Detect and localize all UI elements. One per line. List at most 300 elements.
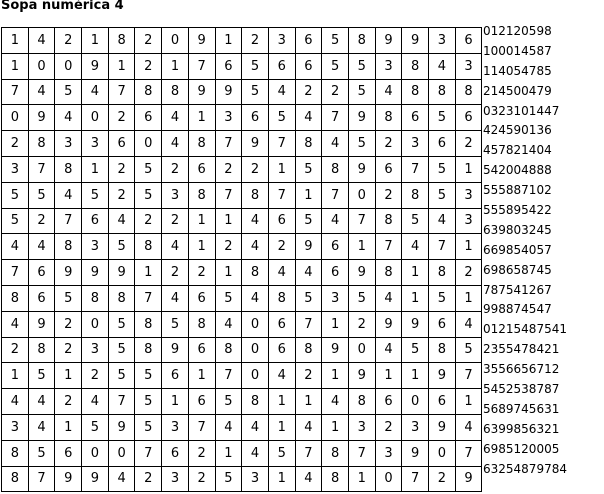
grid-cell[interactable]: 8 [2,285,29,311]
grid-cell[interactable]: 6 [162,363,189,389]
grid-cell[interactable]: 8 [108,28,135,54]
grid-cell[interactable]: 1 [455,234,482,260]
grid-cell[interactable]: 4 [82,389,109,415]
grid-cell[interactable]: 5 [135,389,162,415]
grid-cell[interactable]: 5 [295,285,322,311]
grid-cell[interactable]: 6 [375,156,402,182]
grid-cell[interactable]: 1 [215,28,242,54]
grid-cell[interactable]: 6 [429,311,456,337]
grid-cell[interactable]: 4 [215,311,242,337]
grid-cell[interactable]: 4 [2,389,29,415]
grid-cell[interactable]: 7 [135,285,162,311]
grid-cell[interactable]: 2 [135,28,162,54]
grid-cell[interactable]: 6 [375,389,402,415]
grid-cell[interactable]: 1 [455,389,482,415]
grid-cell[interactable]: 5 [455,337,482,363]
grid-cell[interactable]: 1 [215,260,242,286]
grid-cell[interactable]: 7 [215,131,242,157]
grid-cell[interactable]: 5 [2,208,29,234]
grid-cell[interactable]: 3 [429,28,456,54]
grid-cell[interactable]: 6 [188,389,215,415]
grid-cell[interactable]: 1 [108,53,135,79]
grid-cell[interactable]: 9 [108,260,135,286]
grid-cell[interactable]: 9 [188,28,215,54]
grid-cell[interactable]: 4 [268,363,295,389]
grid-cell[interactable]: 9 [295,234,322,260]
grid-cell[interactable]: 9 [348,260,375,286]
grid-cell[interactable]: 1 [188,105,215,131]
grid-cell[interactable]: 5 [108,363,135,389]
grid-cell[interactable]: 8 [402,79,429,105]
grid-cell[interactable]: 2 [188,260,215,286]
grid-cell[interactable]: 8 [375,260,402,286]
grid-cell[interactable]: 3 [322,285,349,311]
grid-cell[interactable]: 4 [28,79,55,105]
grid-cell[interactable]: 8 [348,28,375,54]
grid-cell[interactable]: 3 [375,440,402,466]
grid-cell[interactable]: 3 [402,131,429,157]
grid-cell[interactable]: 8 [55,156,82,182]
grid-cell[interactable]: 8 [2,440,29,466]
grid-cell[interactable]: 4 [162,285,189,311]
grid-cell[interactable]: 7 [2,79,29,105]
grid-cell[interactable]: 6 [268,337,295,363]
grid-cell[interactable]: 7 [295,311,322,337]
grid-cell[interactable]: 8 [28,337,55,363]
grid-cell[interactable]: 4 [108,208,135,234]
grid-cell[interactable]: 8 [375,208,402,234]
grid-cell[interactable]: 9 [82,260,109,286]
grid-cell[interactable]: 1 [402,363,429,389]
grid-cell[interactable]: 9 [28,105,55,131]
grid-cell[interactable]: 9 [375,311,402,337]
grid-cell[interactable]: 4 [108,466,135,492]
grid-cell[interactable]: 5 [215,466,242,492]
grid-cell[interactable]: 8 [162,79,189,105]
grid-cell[interactable]: 1 [402,260,429,286]
grid-cell[interactable]: 5 [82,414,109,440]
grid-cell[interactable]: 6 [429,389,456,415]
grid-cell[interactable]: 4 [28,234,55,260]
grid-cell[interactable]: 3 [348,414,375,440]
grid-cell[interactable]: 4 [375,337,402,363]
grid-cell[interactable]: 2 [162,208,189,234]
grid-cell[interactable]: 5 [242,79,269,105]
grid-cell[interactable]: 3 [2,414,29,440]
grid-cell[interactable]: 6 [455,105,482,131]
grid-cell[interactable]: 2 [429,466,456,492]
grid-cell[interactable]: 1 [188,363,215,389]
grid-cell[interactable]: 5 [242,53,269,79]
grid-cell[interactable]: 2 [55,337,82,363]
grid-cell[interactable]: 5 [108,337,135,363]
grid-cell[interactable]: 5 [108,311,135,337]
grid-cell[interactable]: 0 [82,311,109,337]
grid-cell[interactable]: 2 [375,414,402,440]
grid-cell[interactable]: 4 [295,105,322,131]
grid-cell[interactable]: 9 [348,363,375,389]
grid-cell[interactable]: 4 [55,182,82,208]
grid-cell[interactable]: 8 [55,234,82,260]
grid-cell[interactable]: 2 [348,311,375,337]
grid-cell[interactable]: 7 [188,53,215,79]
grid-cell[interactable]: 3 [268,28,295,54]
grid-cell[interactable]: 7 [295,440,322,466]
grid-cell[interactable]: 9 [375,28,402,54]
grid-cell[interactable]: 1 [55,363,82,389]
grid-cell[interactable]: 4 [2,234,29,260]
grid-cell[interactable]: 5 [108,234,135,260]
grid-cell[interactable]: 4 [268,79,295,105]
grid-cell[interactable]: 7 [215,363,242,389]
grid-cell[interactable]: 2 [242,156,269,182]
grid-cell[interactable]: 2 [162,156,189,182]
grid-cell[interactable]: 6 [295,53,322,79]
grid-cell[interactable]: 1 [268,414,295,440]
grid-cell[interactable]: 1 [455,285,482,311]
grid-cell[interactable]: 8 [242,389,269,415]
grid-cell[interactable]: 9 [82,466,109,492]
grid-cell[interactable]: 5 [348,53,375,79]
grid-cell[interactable]: 2 [322,79,349,105]
grid-cell[interactable]: 8 [402,182,429,208]
grid-cell[interactable]: 6 [268,311,295,337]
grid-cell[interactable]: 9 [242,131,269,157]
grid-cell[interactable]: 7 [55,208,82,234]
grid-cell[interactable]: 9 [188,79,215,105]
grid-cell[interactable]: 7 [135,440,162,466]
grid-cell[interactable]: 2 [55,389,82,415]
grid-cell[interactable]: 4 [162,234,189,260]
grid-cell[interactable]: 8 [215,337,242,363]
grid-cell[interactable]: 1 [188,234,215,260]
grid-cell[interactable]: 2 [268,234,295,260]
grid-cell[interactable]: 0 [82,105,109,131]
grid-cell[interactable]: 5 [268,105,295,131]
grid-cell[interactable]: 4 [322,208,349,234]
grid-cell[interactable]: 4 [375,285,402,311]
grid-cell[interactable]: 7 [28,156,55,182]
grid-cell[interactable]: 8 [429,79,456,105]
grid-cell[interactable]: 1 [455,156,482,182]
grid-cell[interactable]: 5 [429,182,456,208]
grid-cell[interactable]: 3 [242,466,269,492]
grid-cell[interactable]: 6 [295,28,322,54]
grid-cell[interactable]: 1 [82,156,109,182]
grid-cell[interactable]: 1 [162,53,189,79]
grid-cell[interactable]: 9 [162,337,189,363]
grid-cell[interactable]: 9 [28,311,55,337]
grid-cell[interactable]: 5 [82,182,109,208]
grid-cell[interactable]: 5 [55,79,82,105]
grid-cell[interactable]: 4 [322,131,349,157]
grid-cell[interactable]: 1 [2,53,29,79]
grid-cell[interactable]: 7 [402,466,429,492]
grid-cell[interactable]: 4 [455,414,482,440]
grid-cell[interactable]: 4 [162,105,189,131]
grid-cell[interactable]: 0 [55,53,82,79]
grid-cell[interactable]: 1 [322,311,349,337]
grid-cell[interactable]: 8 [82,285,109,311]
grid-cell[interactable]: 4 [268,260,295,286]
grid-cell[interactable]: 3 [162,182,189,208]
grid-cell[interactable]: 9 [348,105,375,131]
grid-cell[interactable]: 9 [55,466,82,492]
grid-cell[interactable]: 3 [82,131,109,157]
grid-cell[interactable]: 1 [268,466,295,492]
grid-cell[interactable]: 4 [455,311,482,337]
grid-cell[interactable]: 6 [268,53,295,79]
grid-cell[interactable]: 1 [135,260,162,286]
grid-cell[interactable]: 2 [375,182,402,208]
grid-cell[interactable]: 2 [242,28,269,54]
grid-cell[interactable]: 7 [108,389,135,415]
grid-cell[interactable]: 1 [2,363,29,389]
grid-cell[interactable]: 2 [215,234,242,260]
grid-cell[interactable]: 5 [55,285,82,311]
grid-cell[interactable]: 3 [375,53,402,79]
grid-cell[interactable]: 3 [455,53,482,79]
grid-cell[interactable]: 4 [242,208,269,234]
grid-cell[interactable]: 4 [242,285,269,311]
grid-cell[interactable]: 8 [375,105,402,131]
grid-cell[interactable]: 6 [108,131,135,157]
grid-cell[interactable]: 1 [322,363,349,389]
grid-cell[interactable]: 0 [242,337,269,363]
grid-cell[interactable]: 5 [28,440,55,466]
grid-cell[interactable]: 6 [28,260,55,286]
grid-cell[interactable]: 2 [108,156,135,182]
grid-cell[interactable]: 2 [375,131,402,157]
grid-cell[interactable]: 5 [268,440,295,466]
grid-cell[interactable]: 1 [55,414,82,440]
grid-cell[interactable]: 3 [82,337,109,363]
grid-cell[interactable]: 4 [429,208,456,234]
grid-cell[interactable]: 5 [135,182,162,208]
grid-cell[interactable]: 9 [429,414,456,440]
grid-cell[interactable]: 8 [322,466,349,492]
grid-cell[interactable]: 0 [108,440,135,466]
grid-cell[interactable]: 0 [429,440,456,466]
grid-cell[interactable]: 0 [28,53,55,79]
grid-cell[interactable]: 8 [135,234,162,260]
grid-cell[interactable]: 1 [215,208,242,234]
grid-cell[interactable]: 1 [375,363,402,389]
grid-cell[interactable]: 3 [55,131,82,157]
grid-cell[interactable]: 2 [55,28,82,54]
grid-cell[interactable]: 3 [162,414,189,440]
grid-cell[interactable]: 4 [2,311,29,337]
grid-cell[interactable]: 4 [215,414,242,440]
grid-cell[interactable]: 5 [322,28,349,54]
grid-cell[interactable]: 4 [162,131,189,157]
grid-cell[interactable]: 3 [455,208,482,234]
grid-cell[interactable]: 7 [455,363,482,389]
grid-cell[interactable]: 9 [402,311,429,337]
grid-cell[interactable]: 9 [402,28,429,54]
grid-cell[interactable]: 3 [402,414,429,440]
grid-cell[interactable]: 8 [242,182,269,208]
grid-cell[interactable]: 7 [322,105,349,131]
grid-cell[interactable]: 0 [375,466,402,492]
grid-cell[interactable]: 6 [402,105,429,131]
grid-cell[interactable]: 7 [375,234,402,260]
grid-cell[interactable]: 0 [242,311,269,337]
grid-cell[interactable]: 0 [242,363,269,389]
grid-cell[interactable]: 2 [28,208,55,234]
grid-cell[interactable]: 2 [295,79,322,105]
grid-cell[interactable]: 6 [322,234,349,260]
grid-cell[interactable]: 5 [215,285,242,311]
grid-cell[interactable]: 8 [188,182,215,208]
grid-cell[interactable]: 2 [135,208,162,234]
grid-cell[interactable]: 8 [188,311,215,337]
grid-cell[interactable]: 0 [402,389,429,415]
grid-cell[interactable]: 7 [268,131,295,157]
grid-cell[interactable]: 8 [188,131,215,157]
grid-cell[interactable]: 5 [348,79,375,105]
grid-cell[interactable]: 8 [28,131,55,157]
grid-cell[interactable]: 8 [135,311,162,337]
grid-cell[interactable]: 4 [295,414,322,440]
grid-cell[interactable]: 7 [2,260,29,286]
grid-cell[interactable]: 8 [402,53,429,79]
grid-cell[interactable]: 4 [295,466,322,492]
grid-cell[interactable]: 8 [295,337,322,363]
grid-cell[interactable]: 5 [162,311,189,337]
grid-cell[interactable]: 0 [348,337,375,363]
grid-cell[interactable]: 2 [295,363,322,389]
grid-cell[interactable]: 2 [135,53,162,79]
grid-cell[interactable]: 1 [402,285,429,311]
grid-cell[interactable]: 9 [55,260,82,286]
grid-cell[interactable]: 6 [28,285,55,311]
grid-cell[interactable]: 7 [215,182,242,208]
grid-cell[interactable]: 7 [348,440,375,466]
grid-cell[interactable]: 9 [348,156,375,182]
grid-cell[interactable]: 8 [455,79,482,105]
grid-cell[interactable]: 8 [322,156,349,182]
grid-cell[interactable]: 2 [82,363,109,389]
grid-cell[interactable]: 6 [188,337,215,363]
grid-cell[interactable]: 5 [135,414,162,440]
grid-cell[interactable]: 1 [295,182,322,208]
grid-cell[interactable]: 2 [2,337,29,363]
grid-cell[interactable]: 4 [28,389,55,415]
grid-cell[interactable]: 4 [28,28,55,54]
grid-cell[interactable]: 1 [268,156,295,182]
grid-cell[interactable]: 9 [215,79,242,105]
grid-cell[interactable]: 5 [2,182,29,208]
grid-cell[interactable]: 7 [268,182,295,208]
grid-cell[interactable]: 4 [55,105,82,131]
grid-cell[interactable]: 6 [188,156,215,182]
grid-cell[interactable]: 5 [135,363,162,389]
grid-cell[interactable]: 4 [295,260,322,286]
grid-cell[interactable]: 3 [82,234,109,260]
grid-cell[interactable]: 5 [348,285,375,311]
grid-cell[interactable]: 7 [188,414,215,440]
grid-cell[interactable]: 8 [268,285,295,311]
grid-cell[interactable]: 6 [135,105,162,131]
grid-cell[interactable]: 8 [429,337,456,363]
grid-cell[interactable]: 4 [242,440,269,466]
grid-cell[interactable]: 6 [82,208,109,234]
grid-cell[interactable]: 1 [348,234,375,260]
grid-cell[interactable]: 7 [28,466,55,492]
grid-cell[interactable]: 6 [268,208,295,234]
grid-cell[interactable]: 1 [2,28,29,54]
grid-cell[interactable]: 9 [429,363,456,389]
grid-cell[interactable]: 5 [348,131,375,157]
grid-cell[interactable]: 5 [402,337,429,363]
grid-cell[interactable]: 3 [455,182,482,208]
grid-cell[interactable]: 2 [108,105,135,131]
grid-cell[interactable]: 7 [429,234,456,260]
grid-cell[interactable]: 8 [429,260,456,286]
grid-cell[interactable]: 1 [215,440,242,466]
grid-cell[interactable]: 5 [295,156,322,182]
grid-cell[interactable]: 8 [348,389,375,415]
grid-cell[interactable]: 5 [429,156,456,182]
grid-cell[interactable]: 9 [402,440,429,466]
grid-cell[interactable]: 2 [455,260,482,286]
grid-cell[interactable]: 5 [295,208,322,234]
grid-cell[interactable]: 2 [108,182,135,208]
grid-cell[interactable]: 7 [455,440,482,466]
grid-cell[interactable]: 2 [188,466,215,492]
grid-cell[interactable]: 5 [28,182,55,208]
grid-cell[interactable]: 1 [82,28,109,54]
grid-cell[interactable]: 8 [135,79,162,105]
grid-cell[interactable]: 8 [242,260,269,286]
grid-cell[interactable]: 5 [402,208,429,234]
grid-cell[interactable]: 2 [188,440,215,466]
grid-cell[interactable]: 5 [135,156,162,182]
grid-cell[interactable]: 3 [162,466,189,492]
grid-cell[interactable]: 2 [162,260,189,286]
grid-cell[interactable]: 4 [375,79,402,105]
grid-cell[interactable]: 8 [135,337,162,363]
grid-cell[interactable]: 2 [455,131,482,157]
grid-cell[interactable]: 8 [322,440,349,466]
grid-cell[interactable]: 4 [242,414,269,440]
grid-cell[interactable]: 5 [429,105,456,131]
grid-cell[interactable]: 7 [322,182,349,208]
grid-cell[interactable]: 2 [55,311,82,337]
grid-cell[interactable]: 9 [455,466,482,492]
grid-cell[interactable]: 0 [162,28,189,54]
grid-cell[interactable]: 1 [268,389,295,415]
grid-cell[interactable]: 2 [135,466,162,492]
grid-cell[interactable]: 5 [429,285,456,311]
grid-cell[interactable]: 6 [429,131,456,157]
grid-cell[interactable]: 2 [215,156,242,182]
grid-cell[interactable]: 2 [2,131,29,157]
grid-cell[interactable]: 6 [55,440,82,466]
grid-cell[interactable]: 5 [28,363,55,389]
grid-cell[interactable]: 8 [108,285,135,311]
grid-cell[interactable]: 6 [162,440,189,466]
grid-cell[interactable]: 5 [215,389,242,415]
grid-cell[interactable]: 8 [295,131,322,157]
grid-cell[interactable]: 0 [2,105,29,131]
grid-cell[interactable]: 6 [215,53,242,79]
grid-cell[interactable]: 6 [242,105,269,131]
grid-cell[interactable]: 4 [429,53,456,79]
grid-cell[interactable]: 0 [348,182,375,208]
grid-cell[interactable]: 3 [2,156,29,182]
